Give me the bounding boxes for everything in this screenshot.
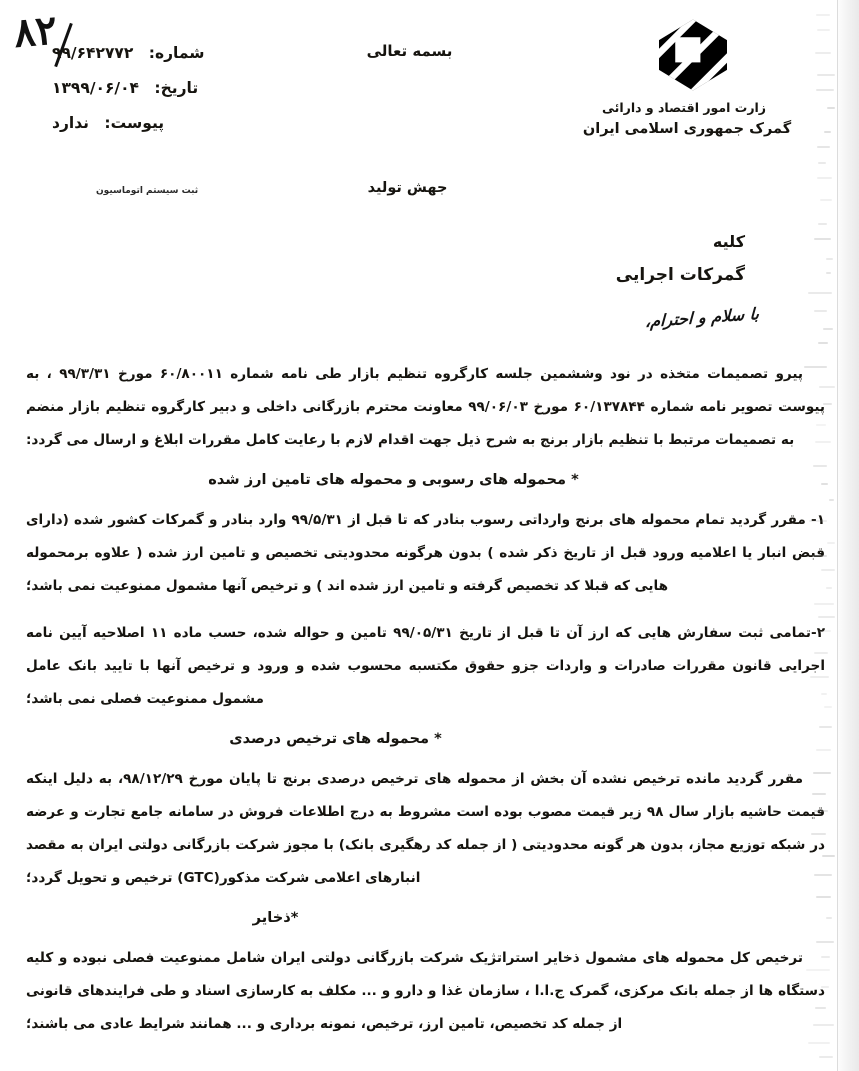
scan-bleed-mark [817, 177, 832, 179]
recipient-block [503, 232, 803, 285]
scan-bleed-mark [814, 238, 831, 240]
scan-bleed-mark [826, 917, 832, 919]
scan-bleed-mark [818, 162, 826, 164]
scan-bleed-mark [813, 772, 831, 774]
section-heading-1: * محموله های ترخیص درصدی [229, 730, 442, 747]
year-slogan: جهش تولید [367, 180, 448, 196]
scan-bleed-mark [821, 986, 829, 988]
section-0-item-0: ۱- مقرر گردید تمام محموله های برنج وارداتی رسوب بنادر که تا قبل از ۹۹/۵/۳۱ وارد بنادر و گمرکات کشور شده (دارای قبض انبار یا اعلامیه ورود قبل از تاریخ ذکر شده ) بدون هرگونه محدودیتی تخصیص و تامین ارز شده ( علاوه برمحموله هایی که قبلا کد تخصیص گرفته و تامین ارز شده اند ) و ترخیص آنها مشمول ممنوعیت نمی باشد؛ [26, 512, 825, 594]
attachment-value: ندارد [52, 114, 89, 132]
scan-bleed-mark [817, 146, 830, 148]
basmala: بسمه تعالی [366, 42, 453, 60]
scan-bleed-mark [808, 292, 832, 294]
scan-bleed-mark [814, 810, 828, 812]
scan-bleed-mark [816, 896, 831, 898]
scan-bleed-mark [812, 793, 826, 795]
scan-bleed-mark [826, 587, 832, 589]
meta-row-attachment [52, 114, 292, 132]
scan-bleed-mark [815, 52, 831, 54]
scan-bleed-mark [829, 499, 834, 501]
scan-bleed-mark [813, 1024, 834, 1026]
scan-bleed-mark [804, 366, 827, 368]
document-body [26, 358, 825, 1055]
scan-bleed-mark [827, 107, 835, 109]
scan-bleed-mark [821, 956, 830, 958]
scan-bleed-mark [816, 424, 826, 426]
scan-bleed-mark [814, 652, 828, 654]
scan-bleed-mark [816, 14, 830, 16]
scan-bleed-mark [811, 833, 826, 835]
scan-bleed-mark [815, 1007, 826, 1009]
section-1-item-0: مقرر گردید مانده ترخیص نشده آن بخش از محموله های ترخیص درصدی برنج تا پایان مورخ ۹۸/۱۲/۲۹، به دلیل اینکه قیمت حاشیه بازار سال ۹۸ زیر قیمت مصوب بوده است مشروط به درج اطلاعات فروش در سامانه جامع تجارت و عرضه در شبکه توزیع مجاز، بدون هر گونه محدودیتی ( از جمله کد رهگیری بانک) با مجوز شرکت بازرگانی دولتی ایران به مقصد انبارهای اعلامی شرکت مذکور(GTC) ترخیص و تحویل گردد؛ [26, 771, 826, 886]
scan-bleed-mark [816, 89, 834, 91]
scan-bleed-mark [810, 676, 829, 678]
scan-bleed-mark [817, 29, 830, 31]
scan-bleed-mark [814, 874, 832, 876]
scan-bleed-mark [824, 131, 831, 133]
scan-bleed-mark [819, 1056, 833, 1058]
date-label: تاریخ: [154, 79, 199, 97]
scan-bleed-mark [819, 726, 832, 728]
scan-bleed-mark [813, 465, 827, 467]
scan-bleed-mark [817, 630, 831, 632]
scan-bleed-mark [814, 603, 834, 605]
scan-bleed-mark [808, 1042, 830, 1044]
attachment-label: پیوست: [104, 114, 165, 132]
number-value: ۹۹/۶۴۲۷۷۲ [52, 44, 134, 62]
section-2-item-0: ترخیص کل محموله های مشمول ذخایر استراتژیک شرکت بازرگانی دولتی ایران شامل ممنوعیت فصلی نبوده و کلیه دستگاه ها از جمله بانک مرکزی، گمرک ج.ا.ا ، سازمان غذا و دارو و ... مکلف به کارسازی اسناد و طی فرایندهای قانونی از جمله کد تخصیص، تامین ارز، ترخیص، نمونه برداری و ... همانند شرایط عادی می باشند؛ [26, 950, 825, 1032]
number-label: شماره: [148, 44, 205, 62]
recipient-line-1: کلیه [712, 232, 745, 251]
scan-bleed-mark [822, 855, 835, 857]
scan-bleed-mark [826, 258, 833, 260]
scan-bleed-mark [821, 483, 828, 485]
scan-bleed-mark [818, 342, 828, 344]
scan-bleed-mark [823, 403, 832, 405]
scan-bleed-mark [818, 616, 835, 618]
scan-bleed-mark [806, 969, 830, 971]
scan-bleed-mark [824, 706, 832, 708]
section-heading-2: *ذخایر [252, 909, 299, 926]
ministry-name: زارت امور اقتصاد و دارائی [602, 100, 766, 115]
section-0-item-1: ۲-تمامی ثبت سفارش هایی که ارز آن تا قبل از تاریخ ۹۹/۰۵/۳۱ تامین و حواله شده، حسب ماده ۱۱ اصلاحیه آیین نامه اجرایی قانون مقررات صادرات و واردات جزو حقوق مکتسبه محسوب شده و ورود و ترخیص آنها با تایید بانک عامل مشمول ممنوعیت فصلی نمی باشد؛ [26, 625, 825, 707]
scan-bleed-marks [805, 8, 835, 1063]
scan-bleed-mark [816, 941, 834, 943]
scan-bleed-mark [814, 310, 827, 312]
scan-bleed-mark [817, 74, 835, 76]
scan-bleed-mark [819, 386, 835, 388]
scan-bleed-mark [827, 542, 835, 544]
automation-registration-note: ثبت سیستم اتوماسیون [96, 186, 199, 196]
meta-row-date [52, 79, 292, 97]
scan-bleed-mark [823, 328, 833, 330]
organization-name: گمرک جمهوری اسلامی ایران [582, 121, 792, 137]
scan-bleed-mark [809, 520, 827, 522]
scan-bleed-mark [816, 749, 831, 751]
scan-bleed-mark [821, 569, 835, 571]
opening-paragraph: پیرو تصمیمات متخذه در نود وششمین جلسه کارگروه تنظیم بازار طی نامه شماره ۶۰/۸۰۰۱۱ مورخ ۹۹/۳/۳۱ ، به پیوست تصویر نامه شماره ۶۰/۱۳۷۸۴۴ مورخ ۹۹/۰۶/۰۳ معاونت محترم بازرگانی داخلی و دبیر کارگروه تنظیم بازار منضم به تصمیمات مرتبط با تنظیم بازار برنج به شرح ذیل جهت اقدام لازم با رعایت کامل مقررات ابلاغ و ارسال می گردد: [26, 366, 825, 448]
scan-bleed-mark [818, 223, 827, 225]
scan-bleed-mark [826, 272, 831, 274]
letterhead [573, 18, 813, 137]
scan-bleed-mark [815, 441, 831, 443]
recipient-line-2: گمرکات اجرایی [615, 265, 745, 285]
scan-bleed-mark [820, 199, 832, 201]
scan-bleed-mark [812, 555, 827, 557]
scan-edge-strip [838, 0, 859, 1071]
date-value: ۱۳۹۹/۰۶/۰۴ [52, 79, 140, 97]
section-heading-0: * محموله های رسوبی و محموله های تامین ارز شده [208, 471, 579, 488]
handwritten-number: ۸۲ [12, 6, 59, 57]
greeting-handwritten: با سلام و احترام، [644, 303, 760, 332]
iran-customs-logo-icon [656, 18, 730, 92]
scan-edge-line [837, 0, 838, 1071]
scan-bleed-mark [821, 693, 827, 695]
